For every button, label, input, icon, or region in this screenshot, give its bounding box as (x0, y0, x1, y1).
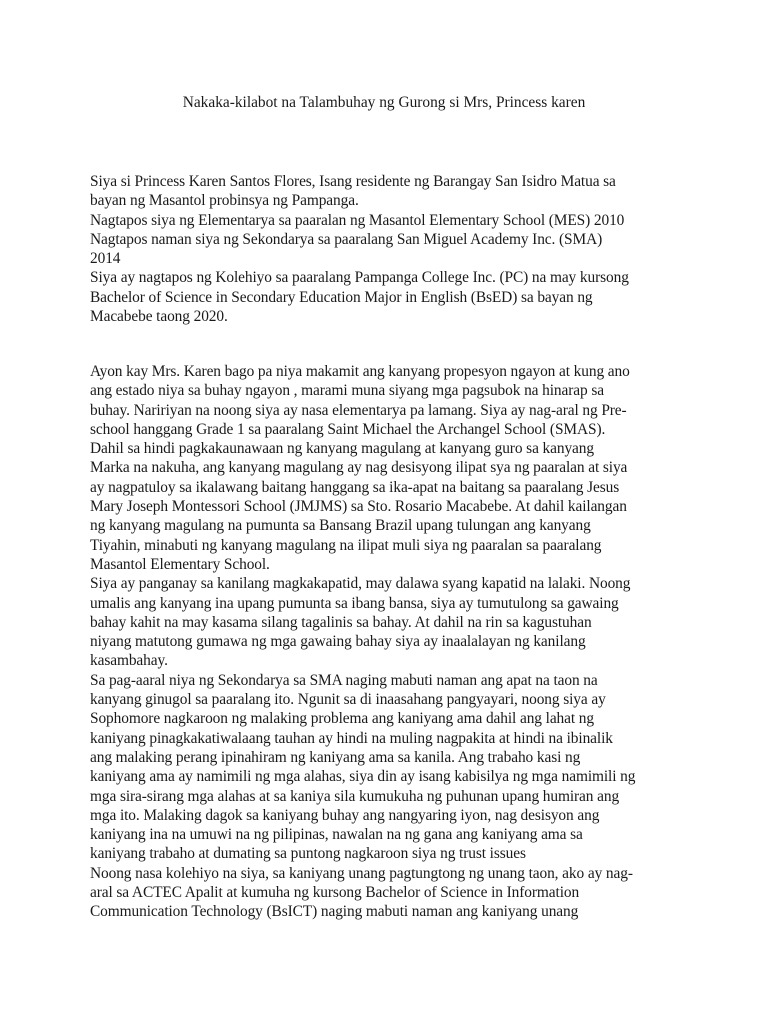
text-line: ay nagpatuloy sa ikalawang baitang hanggang sa ika-apat na baitang sa paaralang Jesus (90, 478, 620, 496)
document-title: Nakaka-kilabot na Talambuhay ng Gurong si Mrs, Princess karen (182, 94, 586, 111)
text-line: Bachelor of Science in Secondary Education Major in English (BsED) sa bayan ng (90, 288, 593, 306)
text-line: Communication Technology (BsICT) naging mabuti naman ang kaniyang unang (90, 903, 579, 921)
text-line: mga ito. Malaking dagok sa kaniyang buhay ang nangyaring iyon, nag desisyon ang (90, 806, 600, 824)
text-line: Sophomore nagkaroon ng malaking problema ang kaniyang ama dahil ang lahat ng (90, 710, 594, 728)
text-line: umalis ang kanyang ina upang pumunta sa ibang bansa, siya ay tumutulong sa gawaing (90, 594, 619, 612)
text-line: Nagtapos siya ng Elementarya sa paaralan ng Masantol Elementary School (MES) 2010 (90, 211, 625, 229)
text-line: bayan ng Masantol probinsya ng Pampanga. (90, 192, 359, 210)
text-line: ng kanyang magulang na pumunta sa Bansang Brazil upang tulungan ang kanyang (90, 517, 591, 535)
text-line: buhay. Naririyan na noong siya ay nasa elementarya pa lamang. Siya ay nag-aral ng Pre- (90, 401, 627, 419)
text-line: Siya ay nagtapos ng Kolehiyo sa paaralang Pampanga College Inc. (PC) na may kursong (90, 269, 629, 287)
biography-story-paragraph (90, 362, 690, 922)
text-line: Sa pag-aaral niya ng Sekondarya sa SMA naging mabuti naman ang apat na taon na (90, 671, 598, 689)
text-line: kasambahay. (90, 652, 168, 670)
text-line: niyang matutong gumawa ng mga gawaing bahay siya ay inaalalayan ng kanilang (90, 633, 586, 651)
text-line: kaniyang ina na umuwi na ng pilipinas, nawalan na ng gana ang kaniyang ama sa (90, 826, 583, 844)
text-line: kaniyang trabaho at dumating sa puntong nagkaroon siya ng trust issues (90, 845, 526, 863)
text-line: Siya si Princess Karen Santos Flores, Isang residente ng Barangay San Isidro Matua sa (90, 173, 616, 190)
text-line: Marka na nakuha, ang kanyang magulang ay nag desisyong ilipat sya ng paaralan at siya (90, 459, 628, 477)
text-line: Nagtapos naman siya ng Sekondarya sa paaralang San Miguel Academy Inc. (SMA) (90, 230, 603, 248)
text-line: ang estado niya sa buhay ngayon , marami muna siyang mga pagsubok na hinarap sa (90, 382, 604, 400)
text-line: Mary Joseph Montessori School (JMJMS) sa Sto. Rosario Macabebe. At dahil kailangan (90, 498, 627, 516)
text-line: Siya ay panganay sa kanilang magkakapatid, may dalawa syang kapatid na lalaki. Noong (90, 575, 631, 593)
text-line: Masantol Elementary School. (90, 555, 270, 573)
text-line: mga sira-sirang mga alahas at sa kaniya sila kumukuha ng puhunan upang humiran ang (90, 787, 620, 805)
text-line: 2014 (90, 250, 121, 268)
text-line: Noong nasa kolehiyo na siya, sa kaniyang unang pagtungtong ng unang taon, ako ay nag- (90, 864, 633, 882)
biography-intro-paragraph (90, 172, 690, 326)
text-line: school hanggang Grade 1 sa paaralang Saint Michael the Archangel School (SMAS). (90, 420, 606, 438)
text-line: kanyang ginugol sa paaralang ito. Ngunit sa di inaasahang pangyayari, noong siya ay (90, 691, 606, 709)
text-line: Macabebe taong 2020. (90, 308, 228, 326)
text-line: bahay kahit na may kasama silang tagalinis sa bahay. At dahil na rin sa kagustuhan (90, 613, 592, 631)
text-line: Dahil sa hindi pagkakaunawaan ng kanyang magulang at kanyang guro sa kanyang (90, 440, 594, 458)
text-line: Tiyahin, minabuti ng kanyang magulang na ilipat muli siya ng paaralan sa paaralang (90, 536, 602, 554)
text-line: aral sa ACTEC Apalit at kumuha ng kursong Bachelor of Science in Information (90, 884, 580, 902)
text-line: kaniyang pinagkakatiwalaang tauhan ay hindi na muling nagpakita at hindi na ibinalik (90, 729, 613, 747)
text-line: Ayon kay Mrs. Karen bago pa niya makamit ang kanyang propesyon ngayon at kung ano (90, 363, 630, 380)
text-line: kaniyang ama ay namimili ng mga alahas, siya din ay isang kabisilya ng mga namimili ng (90, 768, 636, 786)
text-line: ang malaking perang ipinahiram ng kaniyang ama sa kanila. Ang trabaho kasi ng (90, 748, 581, 766)
